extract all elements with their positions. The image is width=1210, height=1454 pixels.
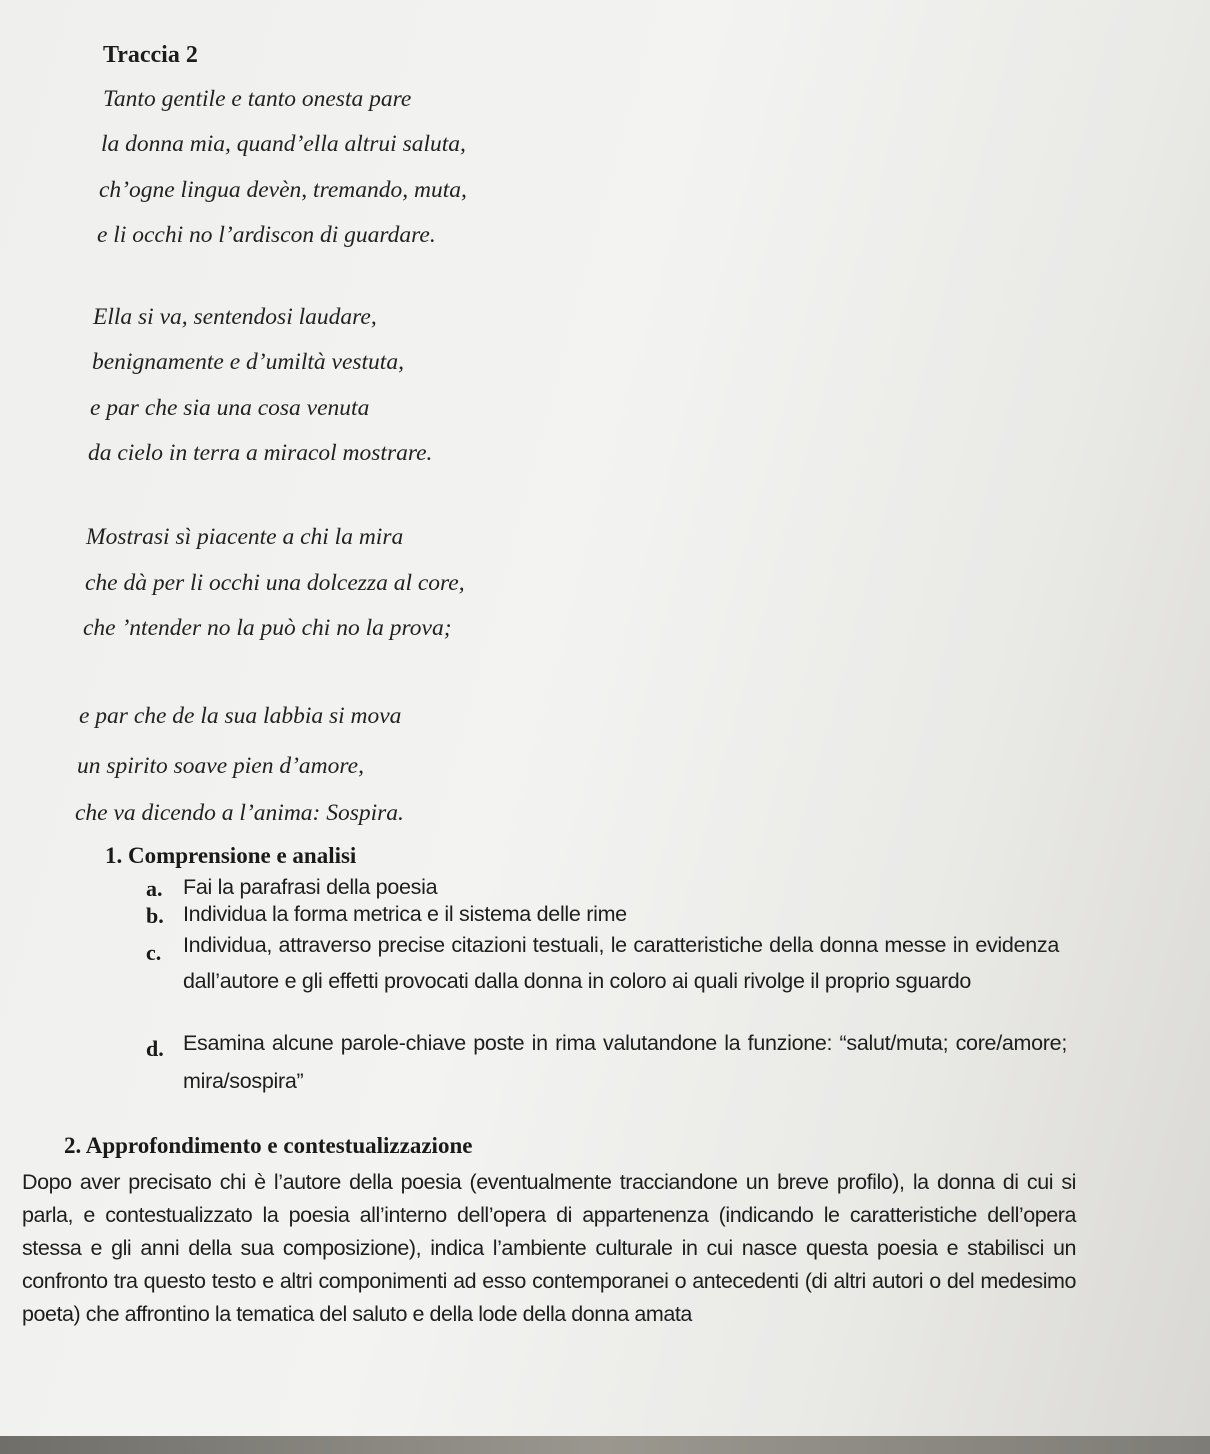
table-surface <box>0 1436 1210 1454</box>
verse-line: che dà per li occhi una dolcezza al core, <box>85 570 465 596</box>
verse-line: ch’ogne lingua devèn, tremando, muta, <box>99 177 467 203</box>
verse-line: e par che sia una cosa venuta <box>90 395 370 421</box>
verse-line: Mostrasi sì piacente a chi la mira <box>86 524 404 550</box>
section-heading-comprensione: 1. Comprensione e analisi <box>105 843 357 868</box>
verse-line: la donna mia, quand’ella altrui saluta, <box>101 131 466 157</box>
section-heading-approfondimento: 2. Approfondimento e contestualizzazione <box>64 1133 473 1158</box>
item-letter: b. <box>146 903 164 928</box>
verse-line: e par che de la sua labbia si mova <box>79 703 402 729</box>
verse-line: che ’ntender no la può chi no la prova; <box>83 615 452 641</box>
verse-line: e li occhi no l’ardiscon di guardare. <box>97 222 436 248</box>
item-text: Individua la forma metrica e il sistema delle rime <box>183 902 627 926</box>
verse-line: da cielo in terra a miracol mostrare. <box>88 440 433 466</box>
verse-line: che va dicendo a l’anima: Sospira. <box>75 800 404 826</box>
verse-line: benignamente e d’umiltà vestuta, <box>92 349 404 375</box>
item-text: Fai la parafrasi della poesia <box>183 875 438 899</box>
item-text: Esamina alcune parole-chiave poste in rima valutandone la funzione: “salut/muta; core/amore; mira/sospira” <box>183 1031 1067 1093</box>
item-text: Individua, attraverso precise citazioni testuali, le caratteristiche della donna messe in evidenza dall’autore e gli effetti provocati dalla donna in coloro ai quali rivolge il proprio sguardo <box>183 933 1059 993</box>
verse-line: Ella si va, sentendosi laudare, <box>93 304 377 330</box>
item-letter: a. <box>146 876 163 901</box>
document-title: Traccia 2 <box>103 42 198 68</box>
item-letter: d. <box>146 1036 164 1061</box>
verse-line: Tanto gentile e tanto onesta pare <box>103 86 412 112</box>
section-paragraph: Dopo aver precisato chi è l’autore della poesia (eventualmente tracciandone un breve profilo), la donna di cui si parla, e contestualizzato la poesia all’interno dell’opera di appartenenza (indicando le caratteristiche dell’opera stessa e gli anni della sua composizione), indica l’ambiente culturale in cui nasce questa poesia e stabilisci un confronto tra questo testo e altri componimenti ad esso contemporanei o antecedenti (di altri autori o del medesimo poeta) che affrontino la tematica del saluto e della lode della donna amata <box>22 1170 1076 1326</box>
item-letter: c. <box>146 940 162 965</box>
verse-line: un spirito soave pien d’amore, <box>77 753 364 779</box>
